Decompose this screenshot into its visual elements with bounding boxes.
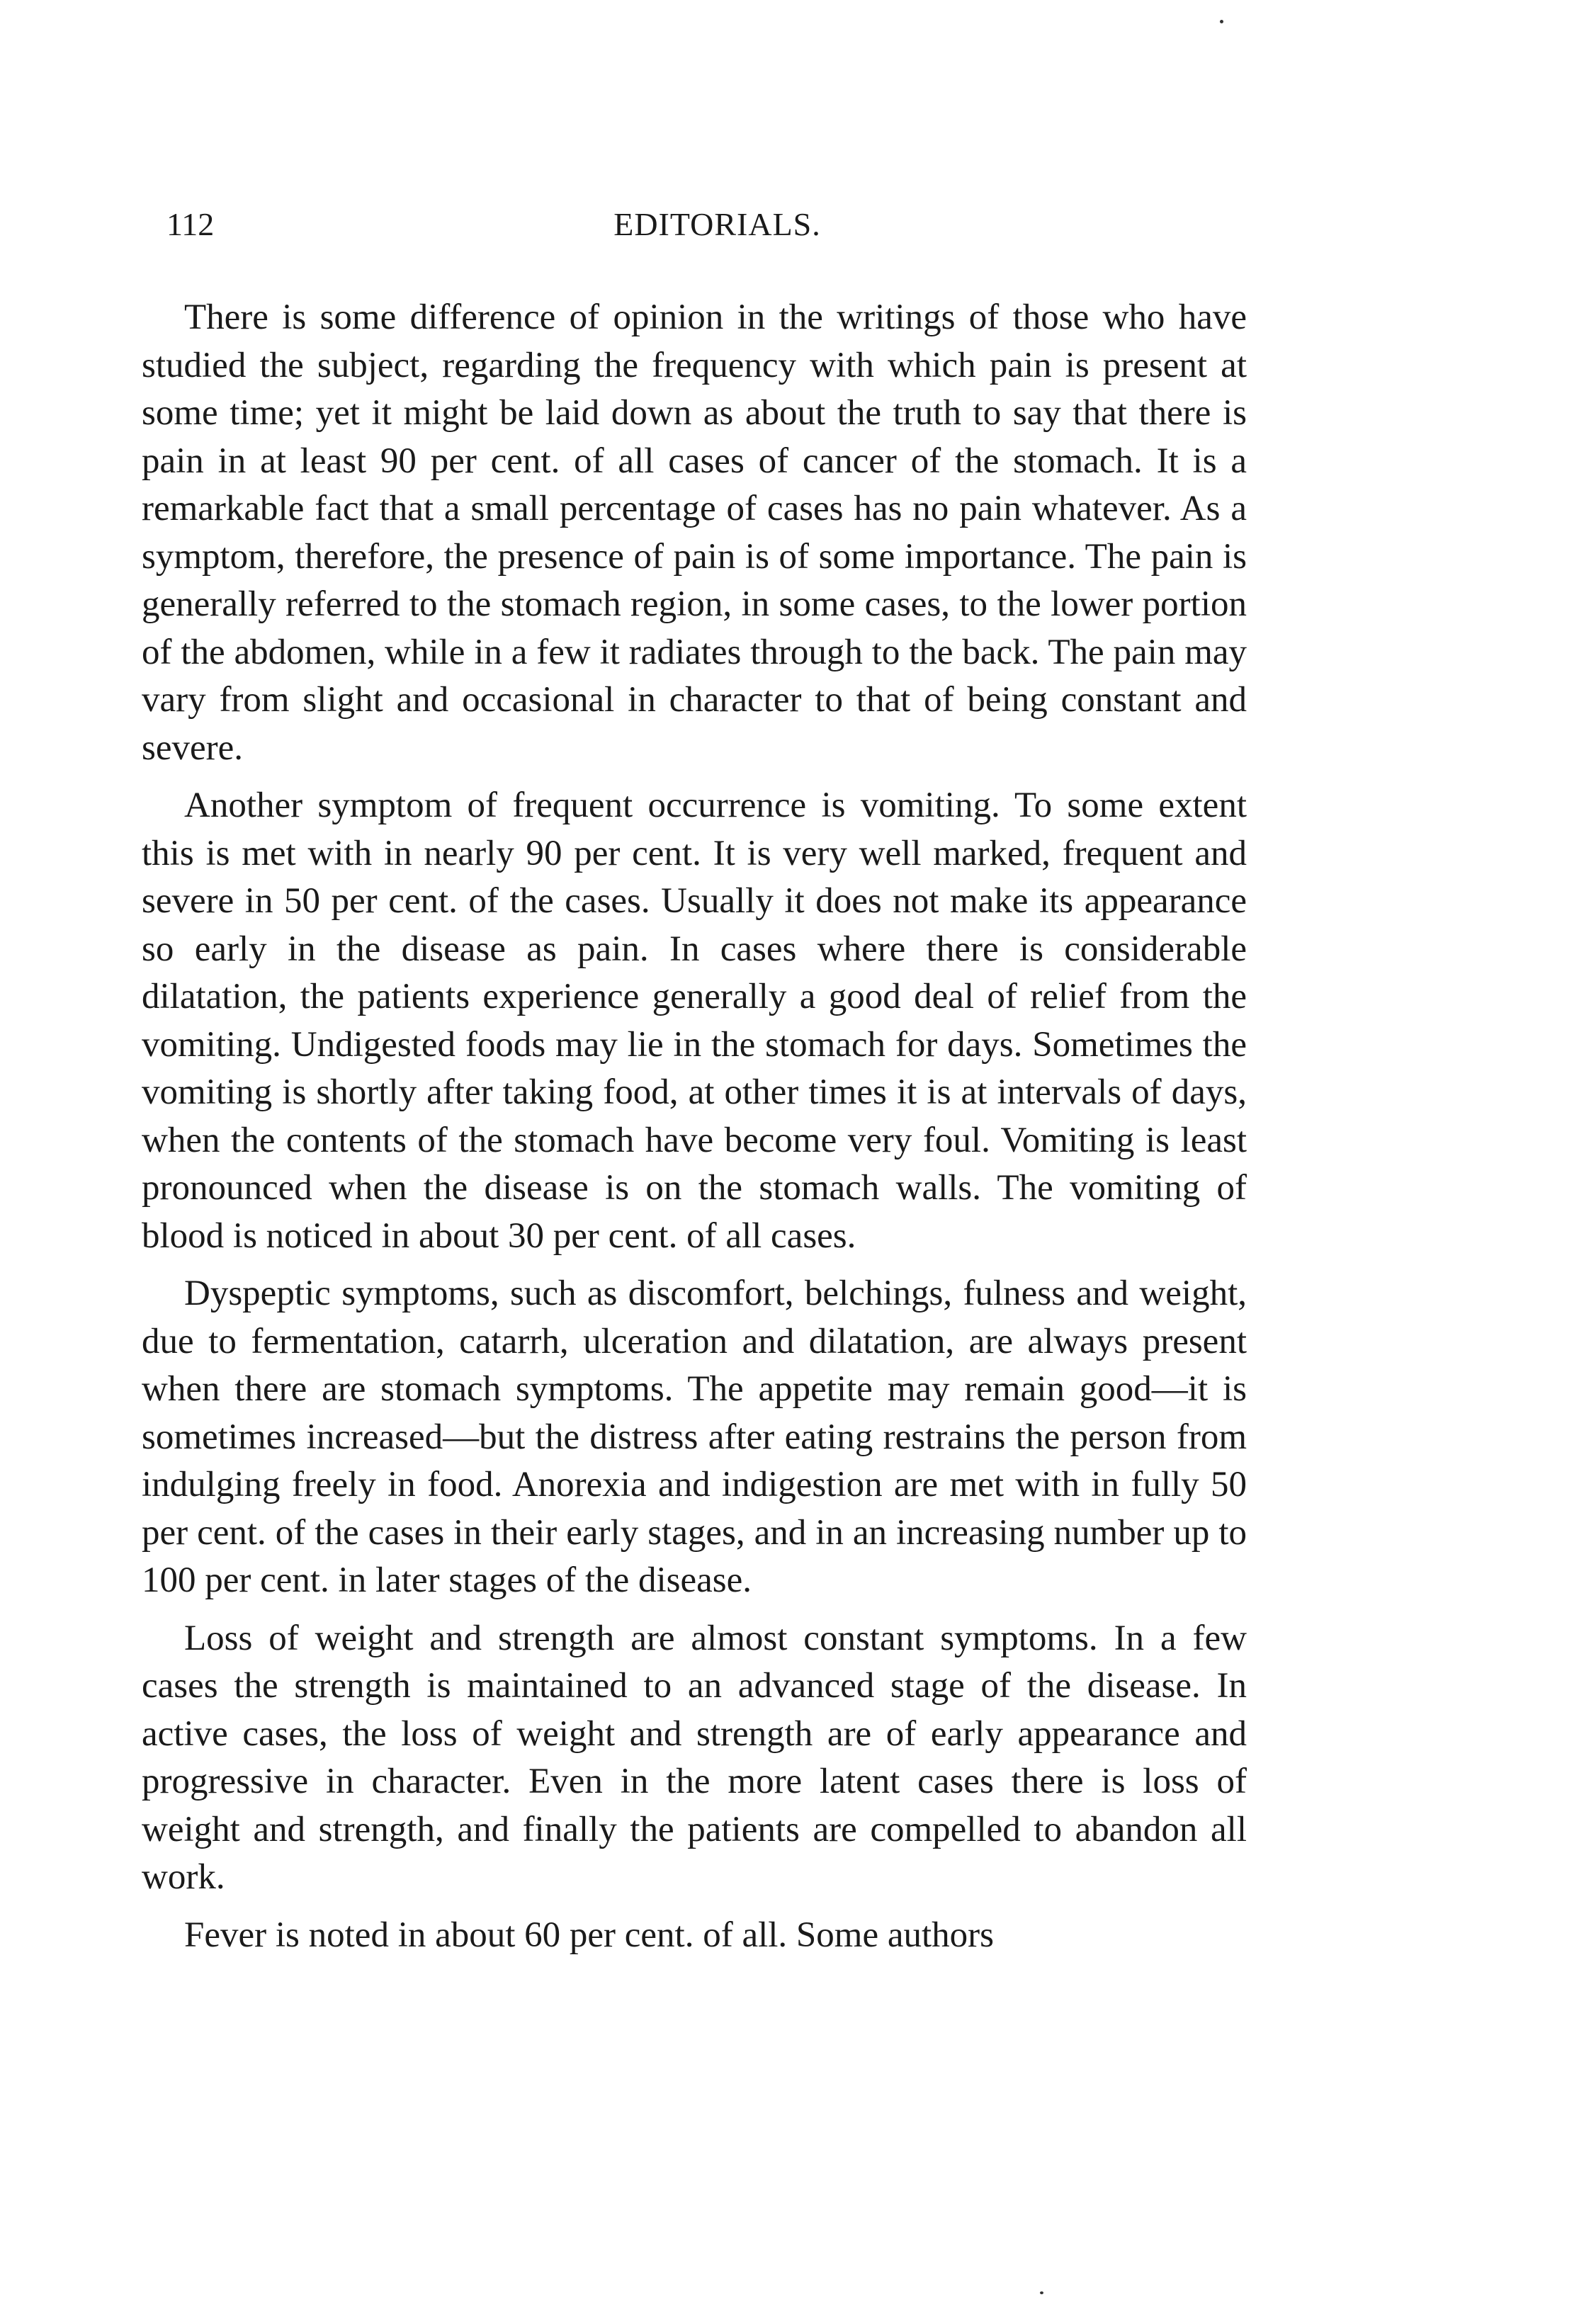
- paragraph-weight-loss: Loss of weight and strength are almost constant symptoms. In a few cases the strength is maintained to an advanced stage of the disease. In active cases, the loss of weight and strength are of early appearance and progressive in character. Even in the more latent cases there is loss of weight and strength, and finally the patients are compelled to abandon all work.: [142, 1618, 1247, 1897]
- body-text: [142, 294, 1247, 1969]
- running-title: EDITORIALS.: [613, 206, 821, 242]
- paragraph-dyspeptic-symptoms: Dyspeptic symptoms, such as discomfort, belchings, fulness and weight, due to fermentation, catarrh, ulceration and dilatation, are always present when there are stomach symptoms. The appetite may remain good—it is sometimes increased—but the distress after eating restrains the person from indulging freely in food. Anorexia and indigestion are met with in fully 50 per cent. of the cases in their early stages, and in an increasing number up to 100 per cent. in later stages of the disease.: [142, 1274, 1247, 1600]
- paragraph-vomiting: Another symptom of frequent occurrence is vomiting. To some extent this is met with in nearly 90 per cent. It is very well marked, frequent and severe in 50 per cent. of the cases. Usually it does not make its appearance so early in the disease as pain. In cases where there is considerable dilatation, the patients experience generally a good deal of relief from the vomiting. Undigested foods may lie in the stomach for days. Sometimes the vomiting is shortly after taking food, at other times it is at intervals of days, when the contents of the stomach have become very foul. Vomiting is least pronounced when the disease is on the stomach walls. The vomiting of blood is noticed in about 30 per cent. of all cases.: [142, 786, 1247, 1256]
- page-number: 112: [166, 206, 215, 242]
- running-head: [166, 205, 1240, 255]
- print-speck: [1040, 2291, 1043, 2294]
- paragraph-fever: Fever is noted in about 60 per cent. of all. Some authors: [184, 1915, 994, 1955]
- paragraph-pain: There is some difference of opinion in the writings of those who have studied the subject, regarding the frequency with which pain is present at some time; yet it might be laid down as about the truth to say that there is pain in at least 90 per cent. of all cases of cancer of the stomach. It is a remarkable fact that a small percentage of cases has no pain whatever. As a symptom, therefore, the presence of pain is of some importance. The pain is generally referred to the stomach region, in some cases, to the lower portion of the abdomen, while in a few it radiates through to the back. The pain may vary from slight and occasional in character to that of being constant and severe.: [142, 297, 1247, 768]
- print-speck: [1220, 20, 1223, 23]
